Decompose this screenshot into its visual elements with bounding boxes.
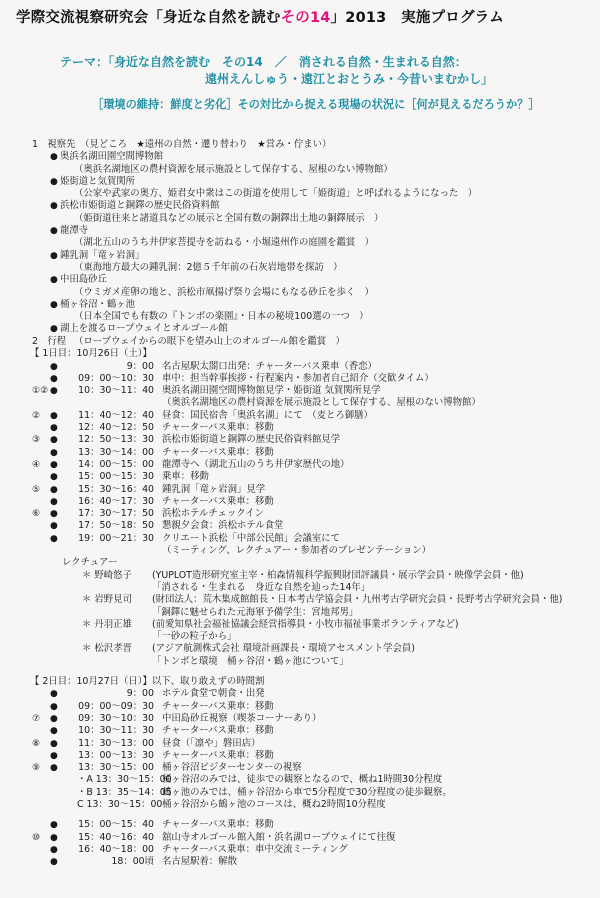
lecturer-name: ＊ 丹羽正雄 <box>82 618 132 630</box>
schedule-activity: 昼食：国民宿舎「奥浜名湖」にて （麦とろ御膳） <box>162 409 373 421</box>
schedule-row <box>32 844 592 856</box>
schedule-activity: チャーターバス乗車：移動 <box>162 700 274 712</box>
list-item-text: （日本全国でも有数の『トンボの楽園』・日本の秘境100選の一つ ） <box>74 311 369 323</box>
schedule-time: 13：00～13：30 <box>78 749 154 761</box>
list-item-text: （姫街道往来と諸道具などの展示と全国有数の銅鐸出土地の銅鐸展示 ） <box>74 212 384 224</box>
bullet-icon: ● <box>50 373 58 384</box>
lecturer-name: ＊ 岩野見司 <box>82 594 132 606</box>
bullet-icon: ● <box>50 857 58 868</box>
stop-number: ①② <box>32 386 49 397</box>
schedule-row <box>32 725 592 737</box>
list-item-text: 中田島砂丘 <box>60 274 107 286</box>
schedule-time: 17：30～17：50 <box>78 508 154 520</box>
list-item-text: （ウミガメ産卵の地と、浜松市凧揚げ祭り会場にもなる砂丘を歩く ） <box>74 286 375 298</box>
bullet-icon: ● <box>50 435 58 446</box>
schedule-time: 15：00～15：40 <box>78 819 154 831</box>
lecture-row <box>32 570 592 582</box>
list-item <box>32 176 592 188</box>
stop-number: ③ <box>32 435 41 446</box>
section-visit-sites <box>32 139 592 348</box>
schedule-row <box>32 832 592 844</box>
list-item <box>32 151 592 163</box>
lecture-heading: レクチュアー <box>62 557 118 569</box>
schedule-row <box>32 545 592 557</box>
bullet-icon: ● <box>50 521 58 532</box>
schedule-activity: 中田島砂丘視察（喫茶コーナーあり） <box>162 712 322 724</box>
bullet-icon: ● <box>50 324 58 335</box>
stop-number: ⑥ <box>32 509 41 520</box>
schedule-row <box>32 533 592 545</box>
stop-number: ⑦ <box>32 713 41 724</box>
schedule-time: 12：50～13：30 <box>78 434 154 446</box>
schedule-row <box>32 750 592 762</box>
schedule-row <box>32 484 592 496</box>
schedule-time: 11：40～12：40 <box>78 409 154 421</box>
schedule-activity: （ミーティング、レクチュアー・参加者のプレゼンテーション） <box>162 545 432 557</box>
bullet-icon: ● <box>50 386 58 397</box>
sub-option-text: 桶ヶ谷沼のみでは、徒歩での観察となるので、概ね1時間30分程度 <box>162 774 443 786</box>
bullet-icon: ● <box>50 750 58 761</box>
schedule-activity: 鍾乳洞「竜ヶ岩洞」見学 <box>162 483 266 495</box>
schedule-row <box>32 508 592 520</box>
schedule-row <box>32 520 592 532</box>
schedule-row <box>32 459 592 471</box>
stop-number: ② <box>32 410 41 421</box>
bullet-icon: ● <box>50 484 58 495</box>
day2-heading: 【 2日目：10月27日（日）】以下、取り敢えずの時間割 <box>30 676 265 688</box>
schedule-row <box>32 373 592 385</box>
schedule-activity: クリエート浜松「中部公民館」会議室にて <box>162 532 340 544</box>
lecture-detail: (YUPLOT造形研究室主宰・柏森情報科学振興財団評議員・展示学会員・映像学会員・他) <box>152 569 524 581</box>
schedule-activity: 車中：担当幹事挨拶・行程案内・参加者自己紹介（交歓タイム） <box>162 372 434 384</box>
schedule-row <box>32 819 592 831</box>
list-item-text: 奥浜名湖田園空間博物館 <box>60 151 164 163</box>
sub-option-label: C 13：30～15：00 <box>77 798 163 810</box>
bullet-icon: ● <box>50 299 58 310</box>
sub-option-row <box>32 787 592 799</box>
schedule-time: 09：00～10：30 <box>78 372 154 384</box>
lecture-row <box>32 656 592 668</box>
schedule-activity: 昼食（「凛や」磐田店） <box>162 737 261 749</box>
list-item-text: 湖上を渡るロープウェイとオルゴール館 <box>60 323 228 335</box>
section-itinerary <box>32 336 592 868</box>
schedule-time: 13：30～15：00 <box>78 762 154 774</box>
list-item-text: 姫街道と気賀関所 <box>60 175 136 187</box>
schedule-activity: 浜松ホテルチェックイン <box>162 508 264 520</box>
stop-number: ④ <box>32 459 41 470</box>
schedule-time: 15：30～16：40 <box>78 483 154 495</box>
title-suffix: 」2013 実施プログラム <box>330 10 504 26</box>
list-item-text: 鍾乳洞「竜ヶ岩洞」 <box>60 249 145 261</box>
list-item <box>32 287 592 299</box>
bullet-icon: ● <box>50 361 58 372</box>
bullet-icon: ● <box>50 820 58 831</box>
schedule-time: 13：30～14：00 <box>78 446 154 458</box>
bullet-icon: ● <box>50 689 58 700</box>
lecture-detail: 「消される・生まれる 身近な自然を辿った14年」 <box>152 581 371 593</box>
schedule-time: 17：50～18：50 <box>78 520 154 532</box>
sub-option-text: 桶ヶ谷沼から鶴ヶ池のコースは、概ね2時間10分程度 <box>162 798 386 810</box>
bullet-icon: ● <box>50 509 58 520</box>
schedule-row <box>32 496 592 508</box>
title-highlight: その14 <box>280 10 331 26</box>
schedule-activity: 懇親夕会食：浜松ホテル食堂 <box>162 520 284 532</box>
schedule-activity: チャーターバス乗車：移動 <box>162 725 274 737</box>
list-item-text: （湖北五山のうち井伊家菩提寺を訪ねる・小堀遠州作の庭園を鑑賞 ） <box>74 237 375 249</box>
schedule-time: 16：40～18：00 <box>78 843 154 855</box>
stop-number: ⑩ <box>32 832 41 843</box>
schedule-activity: 乗車：移動 <box>162 471 209 483</box>
bullet-icon: ● <box>50 152 58 163</box>
schedule-activity: チャーターバス乗車：移動 <box>162 819 274 831</box>
section-heading: 1 視察先 （見どころ ★遠州の自然・遷り替わり ★営み・佇まい） <box>32 139 332 150</box>
schedule-time: 18：00頃 <box>111 856 154 868</box>
sub-option-label: ・A 13：30～15：00 <box>77 774 172 786</box>
stop-number: ⑨ <box>32 763 41 774</box>
schedule-time: 09：00～09：30 <box>78 700 154 712</box>
list-item-text: 桶ヶ谷沼・鶴ヶ池 <box>60 298 136 310</box>
schedule-time: 16：40～17：30 <box>78 495 154 507</box>
day1-heading: 【 1日目：10月26日（土）】 <box>30 348 152 360</box>
list-item <box>32 323 592 335</box>
schedule-activity: 龍潭寺へ（湖北五山のうち井伊家歴代の地） <box>162 458 350 470</box>
schedule-row <box>32 701 592 713</box>
bullet-icon: ● <box>50 275 58 286</box>
stop-number: ⑤ <box>32 484 41 495</box>
lecture-detail: 「一砂の粒子から」 <box>152 631 237 643</box>
bullet-icon: ● <box>50 410 58 421</box>
sub-option-label: ・B 13：35～14：05 <box>77 786 172 798</box>
list-item <box>32 299 592 311</box>
schedule-activity: チャーターバス乗車：車中交流ミーティング <box>162 843 348 855</box>
bullet-icon: ● <box>50 763 58 774</box>
sub-option-row <box>32 799 592 811</box>
lecture-row <box>32 582 592 594</box>
schedule-activity: チャーターバス乗車：移動 <box>162 446 274 458</box>
schedule-time: 10：30～11：40 <box>78 385 154 397</box>
bullet-icon: ● <box>50 832 58 843</box>
list-item <box>32 200 592 212</box>
lecture-detail: (財団法人：荒木集成館館長・日本考古学協会員・九州考古学研究会員・長野考古学研究会員・他) <box>152 594 563 606</box>
list-item <box>32 237 592 249</box>
bullet-icon: ● <box>50 844 58 855</box>
schedule-time: 19：00～21：30 <box>78 532 154 544</box>
schedule-row <box>32 688 592 700</box>
schedule-time: 10：30～11：30 <box>78 725 154 737</box>
bullet-icon: ● <box>50 201 58 212</box>
schedule-time: 12：40～12：50 <box>78 422 154 434</box>
lecture-detail: (アジア航測株式会社 環境計画課長・環境アセスメント学会員) <box>152 643 415 655</box>
lecture-detail: 「トンボと環境 桶ヶ谷沼・鶴ヶ池について」 <box>152 655 349 667</box>
schedule-activity: 舘山寺オルゴール館入館・浜名湖ロープウェイにて往復 <box>162 831 396 843</box>
lecturer-name: ＊ 野崎悠子 <box>82 569 132 581</box>
lecture-row <box>32 643 592 655</box>
lecturer-name: ＊ 松沢孝晋 <box>82 643 132 655</box>
list-item-text: 龍潭寺 <box>60 225 89 237</box>
schedule-time: 09：30～10：30 <box>78 712 154 724</box>
theme-keyline: ［環境の維持：鮮度と劣化］その対比から捉える現場の状況に［何が見えるだろうか？］ <box>92 98 540 111</box>
bullet-icon: ● <box>50 472 58 483</box>
bullet-icon: ● <box>50 496 58 507</box>
list-item-text: （奥浜名湖地区の農村資源を展示施設として保存する、屋根のない博物館） <box>74 163 393 175</box>
schedule-activity: 奥浜名湖田園空間博物館見学・姫街道 気賀関所見学 <box>162 385 381 397</box>
schedule-activity: チャーターバス乗車：移動 <box>162 422 274 434</box>
bullet-icon: ● <box>50 176 58 187</box>
theme-line-1: テーマ：「身近な自然を読む その14 ／ 消される自然・生まれる自然： <box>60 55 467 69</box>
list-item <box>32 213 592 225</box>
bullet-icon: ● <box>50 738 58 749</box>
schedule-row <box>32 856 592 868</box>
list-item <box>32 225 592 237</box>
schedule-row <box>32 738 592 750</box>
lecture-row <box>32 594 592 606</box>
list-item-text: （公家や武家の奥方、姫君女中衆はこの街道を使用して「姫街道」と呼ばれるようになった ） <box>74 188 478 200</box>
bullet-icon: ● <box>50 459 58 470</box>
list-item <box>32 250 592 262</box>
list-item <box>32 262 592 274</box>
schedule-activity: 名古屋駅着：解散 <box>162 856 238 868</box>
bullet-icon: ● <box>50 250 58 261</box>
schedule-row <box>32 447 592 459</box>
list-item-text: 浜松市姫街道と銅鐸の歴史民俗資料館 <box>60 200 220 212</box>
schedule-time: 9：00 <box>126 688 154 700</box>
schedule-activity: （奥浜名湖地区の農村資源を展示施設として保存する、屋根のない博物館） <box>162 397 481 409</box>
schedule-activity: ホテル食堂で朝食・出発 <box>162 688 265 700</box>
sub-option-row <box>32 774 592 786</box>
theme-block <box>60 54 590 88</box>
schedule-activity: 名古屋駅太閤口出発：チャーターバス乗車（香恋） <box>162 360 377 372</box>
section-heading: 2 行程 <box>32 336 67 347</box>
lecture-row <box>32 631 592 643</box>
schedule-time: 11：30～13：00 <box>78 737 154 749</box>
list-item-text: （ロープウェイからの眼下を望み山上のオルゴール館を鑑賞 ） <box>74 335 345 347</box>
schedule-time: 9：00 <box>126 360 154 372</box>
stop-number: ⑧ <box>32 738 41 749</box>
bullet-icon: ● <box>50 726 58 737</box>
lecture-detail: 「銅鐸に魅せられた元海軍予備学生：宮地邦男」 <box>152 606 359 618</box>
list-item <box>32 274 592 286</box>
schedule-time: 15：40～16：40 <box>78 831 154 843</box>
schedule-row <box>32 762 592 774</box>
schedule-row <box>32 361 592 373</box>
schedule-row <box>32 422 592 434</box>
schedule-time: 14：00～15：00 <box>78 458 154 470</box>
lecture-row <box>32 607 592 619</box>
sub-option-text: 鶴ヶ池のみでは、桶ヶ谷沼から車で5分程度で30分程度の徒歩観察。 <box>162 786 452 798</box>
bullet-icon: ● <box>50 713 58 724</box>
lecture-row <box>32 619 592 631</box>
title-prefix: 学際交流視察研究会「身近な自然を読む <box>16 10 281 26</box>
schedule-row <box>32 713 592 725</box>
list-item <box>32 311 592 323</box>
schedule-row <box>32 434 592 446</box>
schedule-activity: 浜松市姫街道と銅鐸の歴史民俗資料館見学 <box>162 434 341 446</box>
theme-line-2: 遠州えんしゅう・遠江とおとうみ・今昔いまむかし」 <box>205 72 494 86</box>
schedule-row <box>32 410 592 422</box>
page-title <box>16 6 586 27</box>
schedule-time: 15：00～15：30 <box>78 471 154 483</box>
bullet-icon: ● <box>50 533 58 544</box>
list-item-text: （東海地方最大の鍾乳洞：2億５千年前の石灰岩地帯を探訪 ） <box>74 261 343 273</box>
list-item <box>32 188 592 200</box>
schedule-row <box>32 385 592 397</box>
bullet-icon: ● <box>50 447 58 458</box>
bullet-icon: ● <box>50 423 58 434</box>
list-item <box>32 164 592 176</box>
schedule-activity: チャーターバス乗車：移動 <box>162 749 274 761</box>
schedule-activity: 桶ヶ谷沼ビジターセンターの視察 <box>162 762 302 774</box>
schedule-row <box>32 397 592 409</box>
schedule-activity: チャーターバス乗車：移動 <box>162 495 274 507</box>
bullet-icon: ● <box>50 701 58 712</box>
schedule-row <box>32 471 592 483</box>
lecture-detail: (前愛知県社会福祉協議会経営指導員・小牧市福祉事業ボランティアなど) <box>152 618 459 630</box>
bullet-icon: ● <box>50 226 58 237</box>
